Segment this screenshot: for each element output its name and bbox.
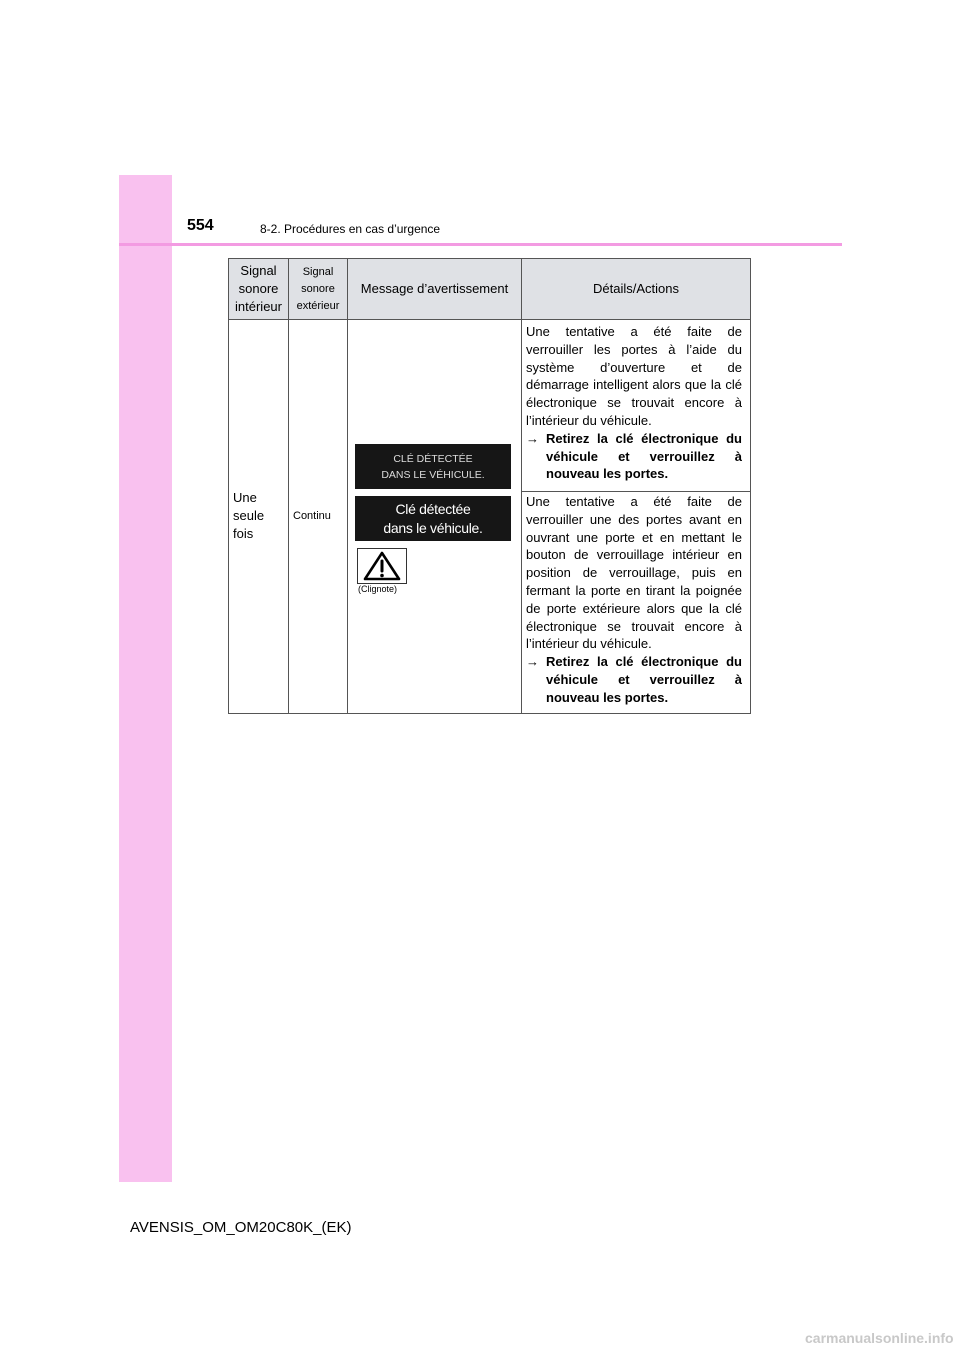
header-interior-chime: Signal sonore intérieur bbox=[229, 259, 289, 320]
exterior-chime-cell: Continu bbox=[289, 320, 348, 714]
side-band bbox=[119, 175, 172, 1182]
interior-chime-cell: Une seule fois bbox=[229, 320, 289, 714]
table-row bbox=[229, 320, 751, 492]
action-text: Retirez la clé électronique du véhicule et verrouillez à nouveau les portes. bbox=[546, 430, 742, 482]
page-number: 554 bbox=[187, 217, 214, 234]
header-rule bbox=[119, 243, 842, 246]
header-warning-message: Message d’avertissement bbox=[348, 259, 522, 320]
details-cell-2: Une tentative a été faite de verrouiller une des portes avant en ouvrant une porte et en mettant le bouton de verrouillage intérieur en position de verrouillage, puis en fermant la porte en tirant la poignée de porte extérieure alors que la clé électronique se trouvait encore à l’intérieur du véhicule. → Retirez la clé électronique du véhicule et verrouillez à nouveau les portes. bbox=[522, 492, 751, 714]
display-message-uppercase: CLÉ DÉTECTÉE DANS LE VÉHICULE. bbox=[355, 444, 511, 489]
blink-label: (Clignote) bbox=[358, 584, 398, 594]
warning-message-cell bbox=[348, 320, 522, 714]
action-text: Retirez la clé électronique du véhicule et verrouillez à nouveau les portes. bbox=[546, 654, 742, 705]
header-details-actions: Détails/Actions bbox=[522, 259, 751, 320]
arrow-icon: → bbox=[526, 654, 539, 670]
watermark: carmanualsonline.info bbox=[805, 1330, 954, 1346]
header-exterior-chime: Signal sonore extérieur bbox=[289, 259, 348, 320]
warning-table bbox=[228, 258, 751, 714]
arrow-icon: → bbox=[526, 430, 539, 446]
footer-code: AVENSIS_OM_OM20C80K_(EK) bbox=[130, 1219, 352, 1236]
warning-triangle-icon bbox=[357, 548, 407, 584]
table-header-row bbox=[229, 259, 751, 320]
details-cell-1: Une tentative a été faite de verrouiller les portes à l’aide du système d’ouverture et de démarrage intelligent alors que la clé électronique se trouvait encore à l’intérieur du véhicule. → Retirez la clé électronique du véhicule et verrouillez à nouveau les portes. bbox=[522, 320, 751, 492]
display-message-lowercase: Clé détectée dans le véhicule. bbox=[355, 496, 511, 541]
section-title: 8-2. Procédures en cas d’urgence bbox=[260, 222, 441, 236]
